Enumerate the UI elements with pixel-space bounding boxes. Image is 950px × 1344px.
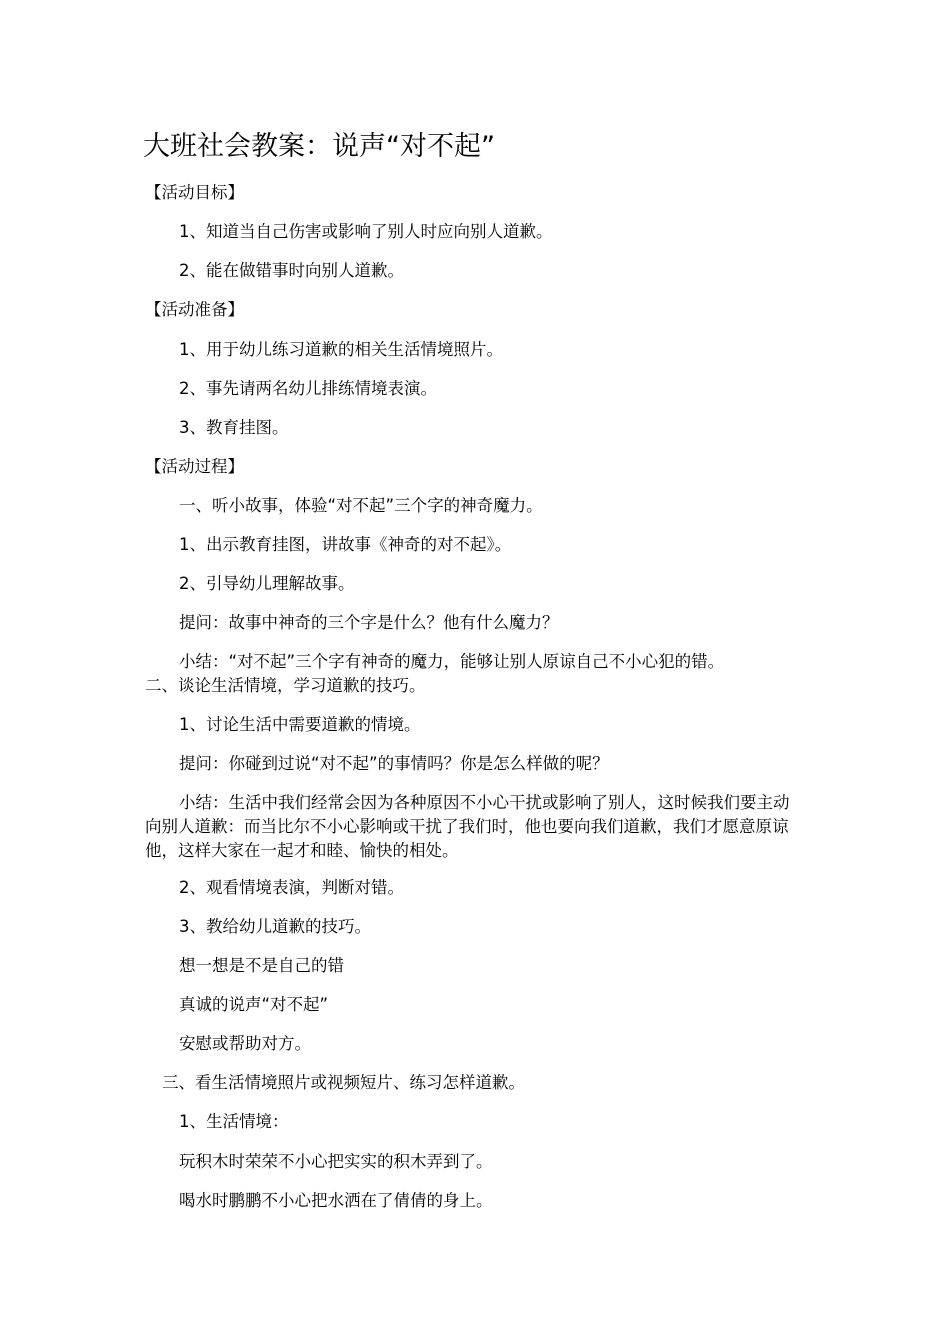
step-two-heading: 二、谈论生活情境，学习道歉的技巧。 xyxy=(145,676,426,695)
apology-tip-2: 真诚的说声“对不起” xyxy=(179,995,329,1014)
step-one-item-1: 1、出示教育挂图，讲故事《神奇的对不起》。 xyxy=(179,535,512,554)
step-one-heading: 一、听小故事，体验“对不起”三个字的神奇魔力。 xyxy=(179,496,543,515)
scene-item-2: 喝水时鹏鹏不小心把水洒在了倩倩的身上。 xyxy=(179,1191,493,1210)
step-two-item-2: 2、观看情境表演，判断对错。 xyxy=(179,878,404,897)
step-two-question: 提问：你碰到过说“对不起”的事情吗？你是怎么样做的呢？ xyxy=(179,754,609,773)
step-two-item-1: 1、讨论生活中需要道歉的情境。 xyxy=(179,715,421,734)
step-one-question: 提问：故事中神奇的三个字是什么？他有什么魔力？ xyxy=(179,613,559,632)
prep-heading: 【活动准备】 xyxy=(145,300,244,319)
prep-item-3: 3、教育挂图。 xyxy=(179,418,289,437)
page-title: 大班社会教案：说声“对不起” xyxy=(143,131,495,162)
step-two-item-3: 3、教给幼儿道歉的技巧。 xyxy=(179,917,371,936)
goal-item-2: 2、能在做错事时向别人道歉。 xyxy=(179,261,404,280)
process-heading: 【活动过程】 xyxy=(145,457,244,476)
step-one-item-2: 2、引导幼儿理解故事。 xyxy=(179,574,355,593)
step-three-item-1: 1、生活情境： xyxy=(179,1112,289,1131)
goals-heading: 【活动目标】 xyxy=(145,183,244,202)
scene-item-1: 玩积木时荣荣不小心把实实的积木弄到了。 xyxy=(179,1152,493,1171)
step-two-summary: 小结：生活中我们经常会因为各种原因不小心干扰或影响了别人，这时候我们要主动向别人道歉：而当比尔不小心影响或干扰了我们时，他也要向我们道歉，我们才愿意原谅他，这样大家在一起才和睦、愉快的相处。 xyxy=(145,793,790,860)
prep-item-1: 1、用于幼儿练习道歉的相关生活情境照片。 xyxy=(179,340,503,359)
step-one-summary: 小结：“对不起”三个字有神奇的魔力，能够让别人原谅自己不小心犯的错。 xyxy=(179,652,725,671)
prep-item-2: 2、事先请两名幼儿排练情境表演。 xyxy=(179,379,437,398)
goal-item-1: 1、知道当自己伤害或影响了别人时应向别人道歉。 xyxy=(179,222,553,241)
apology-tip-1: 想一想是不是自己的错 xyxy=(179,956,344,975)
step-three-heading: 三、看生活情境照片或视频短片、练习怎样道歉。 xyxy=(162,1073,525,1092)
apology-tip-3: 安慰或帮助对方。 xyxy=(179,1034,311,1053)
